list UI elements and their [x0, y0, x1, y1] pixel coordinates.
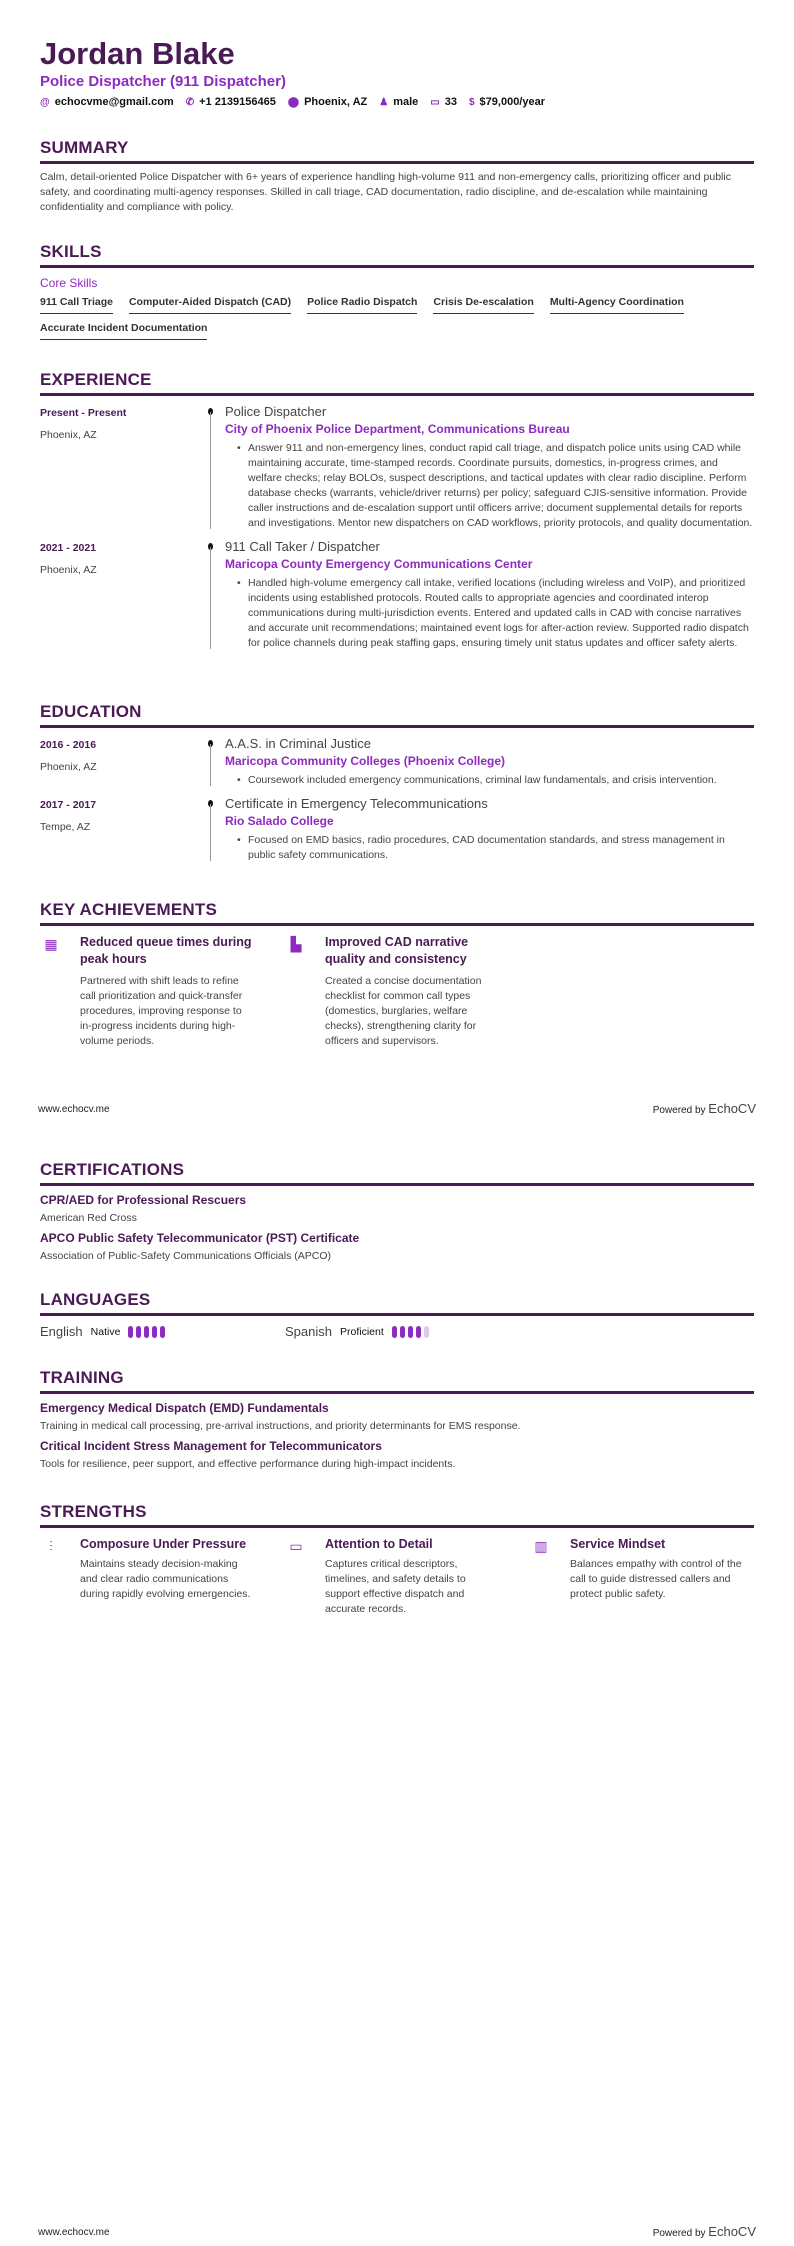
contact-salary: $ $79,000/year — [468, 96, 545, 108]
phone-icon: ✆ — [185, 97, 195, 108]
contact-location: ⬤ Phoenix, AZ — [287, 96, 368, 108]
language-name: Spanish — [285, 1324, 332, 1339]
achievement-description: Partnered with shift leads to refine call prioritization and quick-transfer procedures, improving response to in-progress incidents during high-volume periods. — [80, 975, 243, 1047]
strength-title: Service Mindset — [570, 1537, 666, 1551]
language-level: Proficient — [339, 1325, 384, 1338]
job-title: Police Dispatcher (911 Dispatcher) — [40, 73, 286, 90]
timeline-marker — [206, 404, 225, 531]
skill-tag: Computer-Aided Dispatch (CAD) — [129, 296, 291, 314]
summary-text: Calm, detail-oriented Police Dispatcher with 6+ years of experience handling high-volume 911 and non-emergency calls, prioritizing officer and public safety, and coordinating multi-agency responses. Skilled in call triage, CAD documentation, radio discipline, and de-escalation while maintaining confidentiality and compliance with policy. — [40, 171, 731, 213]
skill-tag: 911 Call Triage — [40, 296, 113, 314]
contact-phone[interactable]: ✆ +1 2139156465 — [185, 96, 276, 108]
rating-dot — [152, 1326, 157, 1338]
entry-bullet: • Coursework included emergency communications, criminal law fundamentals, and crisis intervention. — [237, 773, 754, 788]
strength-description: Maintains steady decision-making and clear radio communications during rapidly evolving emergencies. — [80, 1558, 251, 1600]
entry-location: Tempe, AZ — [40, 821, 91, 833]
entry-dates: 2021 - 2021 — [40, 542, 97, 554]
rating-dot — [416, 1326, 421, 1338]
timeline-marker — [206, 736, 225, 788]
certification-issuer: Association of Public-Safety Communications Officials (APCO) — [40, 1250, 331, 1262]
strength-card — [42, 1536, 252, 1602]
experience-entry — [40, 539, 754, 651]
skill-group-title: Core Skills — [40, 276, 98, 290]
entry-school: Maricopa Community Colleges (Phoenix College) — [225, 754, 506, 768]
footer-site[interactable]: www.echocv.me — [38, 2227, 110, 2238]
timeline-marker — [206, 796, 225, 863]
education-entry — [40, 796, 754, 863]
education-section — [40, 702, 754, 863]
section-heading: STRENGTHS — [40, 1502, 754, 1528]
certifications-section — [40, 1160, 754, 1262]
training-description: Training in medical call processing, pre-arrival instructions, and priority determinants for EMS response. — [40, 1420, 521, 1432]
strength-card — [532, 1536, 754, 1602]
rating-dot — [160, 1326, 165, 1338]
footer-site[interactable]: www.echocv.me — [38, 1104, 110, 1115]
entry-bullet: • Answer 911 and non-emergency lines, conduct rapid call triage, and dispatch police units using CAD while maintaining accurate, time-stamped records. Coordinate pursuits, domestics, in-progress crimes, and welfare checks; relay BOLOs, suspect descriptions, and tactical updates with clear radio discipline. Perform database checks (warrants, vehicle/driver returns) per policy; safeguard CJIS-sensitive information. Provide caller instructions and de-escalation support until officers arrive; document supplemental details for reports and investigations. Mentor new dispatchers on CAD workflows, priority protocols, and quality documentation. — [237, 441, 754, 531]
strength-description: Balances empathy with control of the call to guide distressed callers and protect public safety. — [570, 1558, 742, 1600]
achievement-card — [42, 934, 252, 1049]
training-description: Tools for resilience, peer support, and effective performance during high-impact incidents. — [40, 1458, 456, 1470]
skill-tag: Police Radio Dispatch — [307, 296, 417, 314]
language-name: English — [40, 1324, 83, 1339]
contact-age: ▭ 33 — [430, 96, 457, 108]
achievement-title: Reduced queue times during peak hours — [80, 935, 252, 966]
strength-description: Captures critical descriptors, timelines, and safety details to support effective dispatch and accurate records. — [325, 1558, 466, 1615]
strength-card — [287, 1536, 497, 1617]
achievement-description: Created a concise documentation checklist for common call types (domestics, burglaries, welfare checks), strengthening clarity for officers and supervisors. — [325, 975, 482, 1047]
entry-dates: 2017 - 2017 — [40, 799, 97, 811]
rating-dot — [424, 1326, 429, 1338]
language-item — [285, 1324, 429, 1339]
languages-section — [40, 1290, 754, 1354]
entry-dates: 2016 - 2016 — [40, 739, 97, 751]
section-heading: EDUCATION — [40, 702, 754, 728]
language-rating — [128, 1326, 165, 1338]
monitor-icon: ▭ — [289, 1538, 303, 1554]
entry-location: Phoenix, AZ — [40, 429, 97, 441]
skills-list — [40, 296, 754, 340]
contact-bar — [40, 96, 545, 108]
at-icon: @ — [40, 97, 50, 108]
strengths-section — [40, 1502, 754, 1632]
brand-logo: EchoCV — [708, 1101, 756, 1116]
training-section — [40, 1368, 754, 1470]
certification-title: APCO Public Safety Telecommunicator (PST) Certificate — [40, 1231, 360, 1245]
timeline-marker — [206, 539, 225, 651]
brand-logo: EchoCV — [708, 2224, 756, 2239]
language-rating — [392, 1326, 429, 1338]
entry-bullet: • Handled high-volume emergency call intake, verified locations (including wireless and VoIP), and prioritized incidents using established protocols. Routed calls to appropriate agencies and coordinated interop communications during multi-jurisdiction events. Entered and updated calls in CAD with concise narratives and accurate unit recommendations; maintained event logs for after-action review. Supported radio dispatch for police channels during peak staffing gaps, ensuring timely unit status updates and officer safety alerts. — [237, 576, 754, 651]
certification-issuer: American Red Cross — [40, 1212, 137, 1224]
calendar-icon: ▭ — [430, 97, 440, 108]
skills-section — [40, 242, 754, 340]
section-heading: LANGUAGES — [40, 1290, 754, 1316]
entry-degree: A.A.S. in Criminal Justice — [225, 736, 371, 751]
strength-title: Composure Under Pressure — [80, 1537, 247, 1551]
section-heading: EXPERIENCE — [40, 370, 754, 396]
candidate-name: Jordan Blake — [40, 36, 235, 71]
contact-gender: ♟ male — [379, 96, 419, 108]
experience-entry — [40, 404, 754, 531]
location-icon: ⬤ — [287, 97, 300, 108]
entry-role: Police Dispatcher — [225, 404, 327, 419]
store-icon: ▦ — [44, 936, 58, 952]
rating-dot — [136, 1326, 141, 1338]
powered-by: Powered by EchoCV — [652, 2224, 756, 2239]
section-heading: CERTIFICATIONS — [40, 1160, 754, 1186]
training-title: Critical Incident Stress Management for Telecommunicators — [40, 1439, 382, 1453]
powered-by: Powered by EchoCV — [652, 1101, 756, 1116]
section-heading: TRAINING — [40, 1368, 754, 1394]
rating-dot — [392, 1326, 397, 1338]
entry-organization: Maricopa County Emergency Communications Center — [225, 557, 533, 571]
skill-tag: Accurate Incident Documentation — [40, 322, 207, 340]
sliders-icon: ⫶ — [49, 1538, 53, 1554]
skill-tag: Multi-Agency Coordination — [550, 296, 684, 314]
rating-dot — [128, 1326, 133, 1338]
contact-email[interactable]: @ echocvme@gmail.com — [40, 96, 174, 108]
section-heading: SUMMARY — [40, 138, 754, 164]
achievements-section — [40, 900, 754, 1080]
person-icon: ♟ — [379, 97, 389, 108]
certification-title: CPR/AED for Professional Rescuers — [40, 1193, 247, 1207]
entry-role: 911 Call Taker / Dispatcher — [225, 539, 380, 554]
entry-school: Rio Salado College — [225, 814, 334, 828]
language-level: Native — [90, 1325, 121, 1338]
strength-title: Attention to Detail — [325, 1537, 433, 1551]
entry-bullet: • Focused on EMD basics, radio procedures, CAD documentation standards, and stress management in public safety communications. — [237, 833, 754, 863]
dollar-icon: $ — [468, 97, 475, 108]
entry-dates: Present - Present — [40, 407, 127, 419]
entry-degree: Certificate in Emergency Telecommunications — [225, 796, 488, 811]
skill-tag: Crisis De-escalation — [433, 296, 533, 314]
experience-section — [40, 370, 754, 651]
document-icon: ▙ — [290, 936, 302, 952]
rating-dot — [400, 1326, 405, 1338]
entry-organization: City of Phoenix Police Department, Communications Bureau — [225, 422, 570, 436]
language-item — [40, 1324, 165, 1339]
section-heading: KEY ACHIEVEMENTS — [40, 900, 754, 926]
building-icon: ▥ — [534, 1538, 548, 1554]
summary-section — [40, 138, 754, 215]
rating-dot — [408, 1326, 413, 1338]
achievement-title: Improved CAD narrative quality and consistency — [325, 935, 469, 966]
rating-dot — [144, 1326, 149, 1338]
training-title: Emergency Medical Dispatch (EMD) Fundamentals — [40, 1401, 329, 1415]
education-entry — [40, 736, 754, 788]
achievement-card — [287, 934, 497, 1049]
entry-location: Phoenix, AZ — [40, 761, 97, 773]
entry-location: Phoenix, AZ — [40, 564, 97, 576]
section-heading: SKILLS — [40, 242, 754, 268]
